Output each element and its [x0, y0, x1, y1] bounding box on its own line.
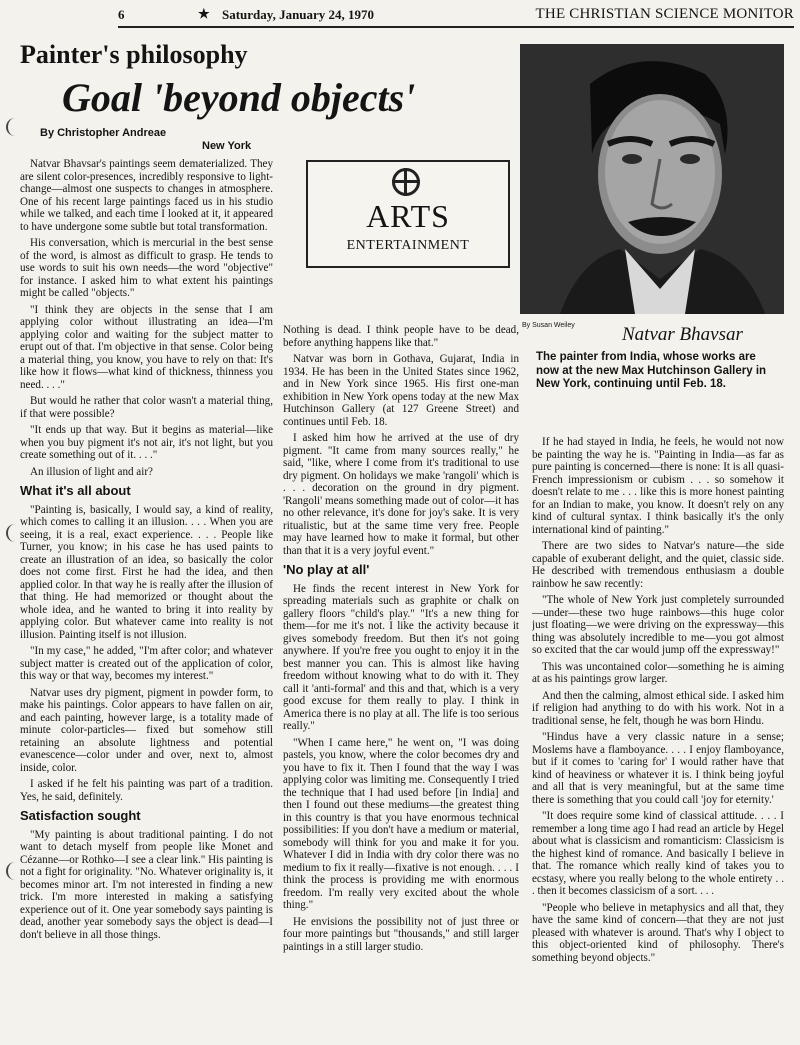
- paragraph: This was uncontained color—something he is aiming at as his paintings grow larger.: [532, 660, 784, 685]
- paragraph: Natvar uses dry pigment, pigment in powder form, to make his paintings. Color appears to have fallen on air, and each painting, however large, is a totality made of minute color-particles— fixed but somehow still retaining an absolute lightness and potential evanescence—color under and over, next to, almost inside, color.: [20, 686, 273, 774]
- arts-entertainment-box: [306, 160, 510, 268]
- paragraph: Nothing is dead. I think people have to be dead, before anything happens like that.": [283, 324, 519, 349]
- entertainment-label: ENTERTAINMENT: [346, 238, 470, 253]
- paragraph: There are two sides to Natvar's nature—the side capable of exuberant delight, and the quiet, classic side. He described with tremendous enthusiasm a double rainbow he saw recently:: [532, 540, 784, 590]
- subhead: Satisfaction sought: [20, 808, 141, 823]
- issue-date: Saturday, January 24, 1970: [222, 7, 375, 22]
- paragraph: And then the calming, almost ethical side. I asked him if religion had anything to do with his work. Not in a traditional sense, he felt, though he was born Hindu.: [532, 689, 784, 727]
- article-column-1: [20, 158, 273, 1042]
- paragraph: He envisions the possibility not of just three or four more paintings but "thousands," and still larger paintings in a still larger studio.: [283, 915, 519, 953]
- paragraph: "I think they are objects in the sense that I am applying color without illustrating an idea—I'm applying color and waiting for the subject matter to erupt out of that. I'm objective in that sense. Color being a material thing, you know, you have to rely on that: It's like how it flows—what kind of thickness, thinness you need. . . .": [20, 303, 273, 391]
- arts-label: ARTS: [366, 198, 450, 234]
- paragraph: "It does require some kind of classical attitude. . . . I remember a long time ago I had read an article by Hegel about what is classicism and romanticism: Classicism is the highest kind of romance. And basically I believe in that. The romance which really kind of takes you to ecstasy, where you really belong to the whole entirety . . . then it becomes classicism of a sort. . . .: [532, 810, 784, 897]
- newspaper-name: THE CHRISTIAN SCIENCE MONITOR: [535, 6, 794, 22]
- masthead: [118, 6, 794, 28]
- photo-caption: The painter from India, whose works are now at the new Max Hutchinson Gallery in New York, continuing until Feb. 18.: [536, 351, 767, 390]
- paragraph: "When I came here," he went on, "I was doing pastels, you know, where the color becomes dry and you have to fix it. Then I found that the way I was applying color was limiting me. Consequently I tried the technique that I had used before [in India] and then I found out these mediums—the greatest thing in this country is that you have enormous technical possibilities: If you don't have a medium or material, somebody will think for you and make it for you. Whatever I did in India with dry color there was no medium to fix it really—fixative is not enough. . . . I think the process is providing me with enormous freedom. I'm really very excited about the whole thing.": [283, 736, 519, 911]
- subhead: 'No play at all': [283, 562, 370, 577]
- paragraph: "People who believe in metaphysics and all that, they have the same kind of concern—that they are not just pleased with whatever is around. That's why I object to this object-oriented kind of philosophy. There's something beyond objects.": [532, 901, 784, 964]
- paragraph: If he had stayed in India, he feels, he would not now be painting the way he is. "Painting in India—as far as pure painting is concerned—there is none: It is all quasi-French impressionism or cubism . . . so somehow it doesn't relate to me . . . like this is more honest painting for an Indian to make, you know. It doesn't rely on any kind of cultural syntax. I think basically it's the only international kind of painting.": [532, 436, 784, 536]
- portrait-image: [520, 44, 784, 314]
- paragraph: His conversation, which is mercurial in the best sense of the word, is almost as difficult to grasp. He tends to use words to suit his own needs—the word "objective" for instance. I asked him to what extent his paintings might be called "objects.": [20, 237, 273, 299]
- page-number: 6: [118, 7, 125, 22]
- section-logo-icon: [392, 168, 420, 196]
- margin-bracket: [6, 862, 18, 880]
- paragraph: "Hindus have a very classic nature in a sense; Moslems have a flamboyance. . . . I enjoy flamboyance, but if it comes to 'caring for' I would rather have that kind of heaviness or whatever it is. I think being joyful and all that is very meaningful, but at the same time there is something that you could call 'joy for eternity.': [532, 731, 784, 806]
- margin-bracket: [6, 524, 18, 542]
- article-column-2: [283, 324, 519, 1042]
- dateline: New York: [202, 140, 252, 152]
- paragraph: "The whole of New York just completely surrounded—under—these two huge rainbows—this huge color just floating—we were driving on the expressway—this thing was absolutely incredible to me—you got almost so excited that the car would jump off the expressway!": [532, 594, 784, 656]
- portrait-photo: [520, 44, 784, 314]
- photo-name-label: Natvar Bhavsar: [622, 324, 743, 345]
- paragraph: I asked him how he arrived at the use of dry pigment. "It came from many sources really," he said, "like, where I come from it's traditional to use dry pigment. On holidays we make 'rangoli' which is . . . decoration on the ground in dry pigment. 'Rangoli' means something made out of color—it has no other relevance, it's done for joy's sake. It is very ritualistic, but at the same time very free. People may have learned how to make it formal, but other than that it is a very joyful event.": [283, 432, 519, 557]
- photo-credit: By Susan Weiley: [522, 322, 575, 329]
- headline: Goal 'beyond objects': [62, 75, 416, 120]
- paragraph: But would he rather that color wasn't a material thing, if that were possible?: [20, 395, 273, 420]
- article-column-3: [532, 436, 784, 1042]
- paragraph: He finds the recent interest in New York for spreading materials such as graphite or chalk on gallery floors "child's play." "It's a new thing for them—for me it's not. I like the activity because it gives somebody freedom. But then it's not going anywhere. If you're free you ought to enjoy it in the best manner you can. This is almost like having freedom without knowing what to do with it. They call it 'anti-formal' and this and that, which is a very good excuse for them really to play. I think in America there is no play at all. The life is too serious really.": [283, 582, 519, 732]
- byline: By Christopher Andreae: [40, 127, 167, 139]
- headline-kicker: Painter's philosophy: [20, 40, 248, 69]
- star-icon: ★: [198, 6, 210, 21]
- paragraph: "It ends up that way. But it begins as material—like when you buy pigment it's not air, it's not light, but you create something out of it. . . .": [20, 424, 273, 461]
- paragraph: An illusion of light and air?: [30, 465, 153, 478]
- paragraph: "My painting is about traditional painting. I do not want to detach myself from people like Monet and Cézanne—or Rothko—I see a clear link." His painting is not a fight for originality. "No. Whatever originality is, it becomes minor art. I'm not interested in finding a new trick. I'm more interested in making a satisfying experience out of it. One year somebody says painting is dead, another year somebody says the object is dead—I don't believe in all those things.: [20, 828, 273, 941]
- paragraph: I asked if he felt his painting was part of a tradition. Yes, he said, definitely.: [20, 778, 273, 803]
- paragraph: "In my case," he added, "I'm after color; and whatever subject matter is created out of the application of color, this way or that way, becomes my interest.": [20, 645, 273, 682]
- paragraph: "Painting is, basically, I would say, a kind of reality, which comes to calling it an illusion. . . . When you are seeing, it is a real, exact experience. . . . People like Turner, you know; in his case he has used paints to create an illustration of an idea, so basically the color does not come first. First he had the idea, and then applied color. In that way he is really after the illusion of that thing. He had memorized or thought about the whole idea, and he wanted to bring it into reality by applying color. But whatever came into reality is not illusion. Painting itself is not illusion.: [20, 503, 273, 641]
- paragraph: Natvar was born in Gothava, Gujarat, India in 1934. He has been in the United States since 1962, and in New York since 1965. His first one-man exhibition in New York opens today at the new Max Hutchinson Gallery (at 127 Greene Street) and continues until Feb. 18.: [283, 353, 519, 428]
- subhead: What it's all about: [20, 483, 131, 498]
- margin-bracket: [6, 118, 18, 136]
- paragraph: Natvar Bhavsar's paintings seem dematerialized. They are silent color-presences, incredibly responsive to light-change—almost one suspects to changes in atmosphere. One of his recent large paintings faced us in his studio while we talked, and each time I looked at it, it appeared to have undergone some subtle but total transformation.: [20, 158, 273, 233]
